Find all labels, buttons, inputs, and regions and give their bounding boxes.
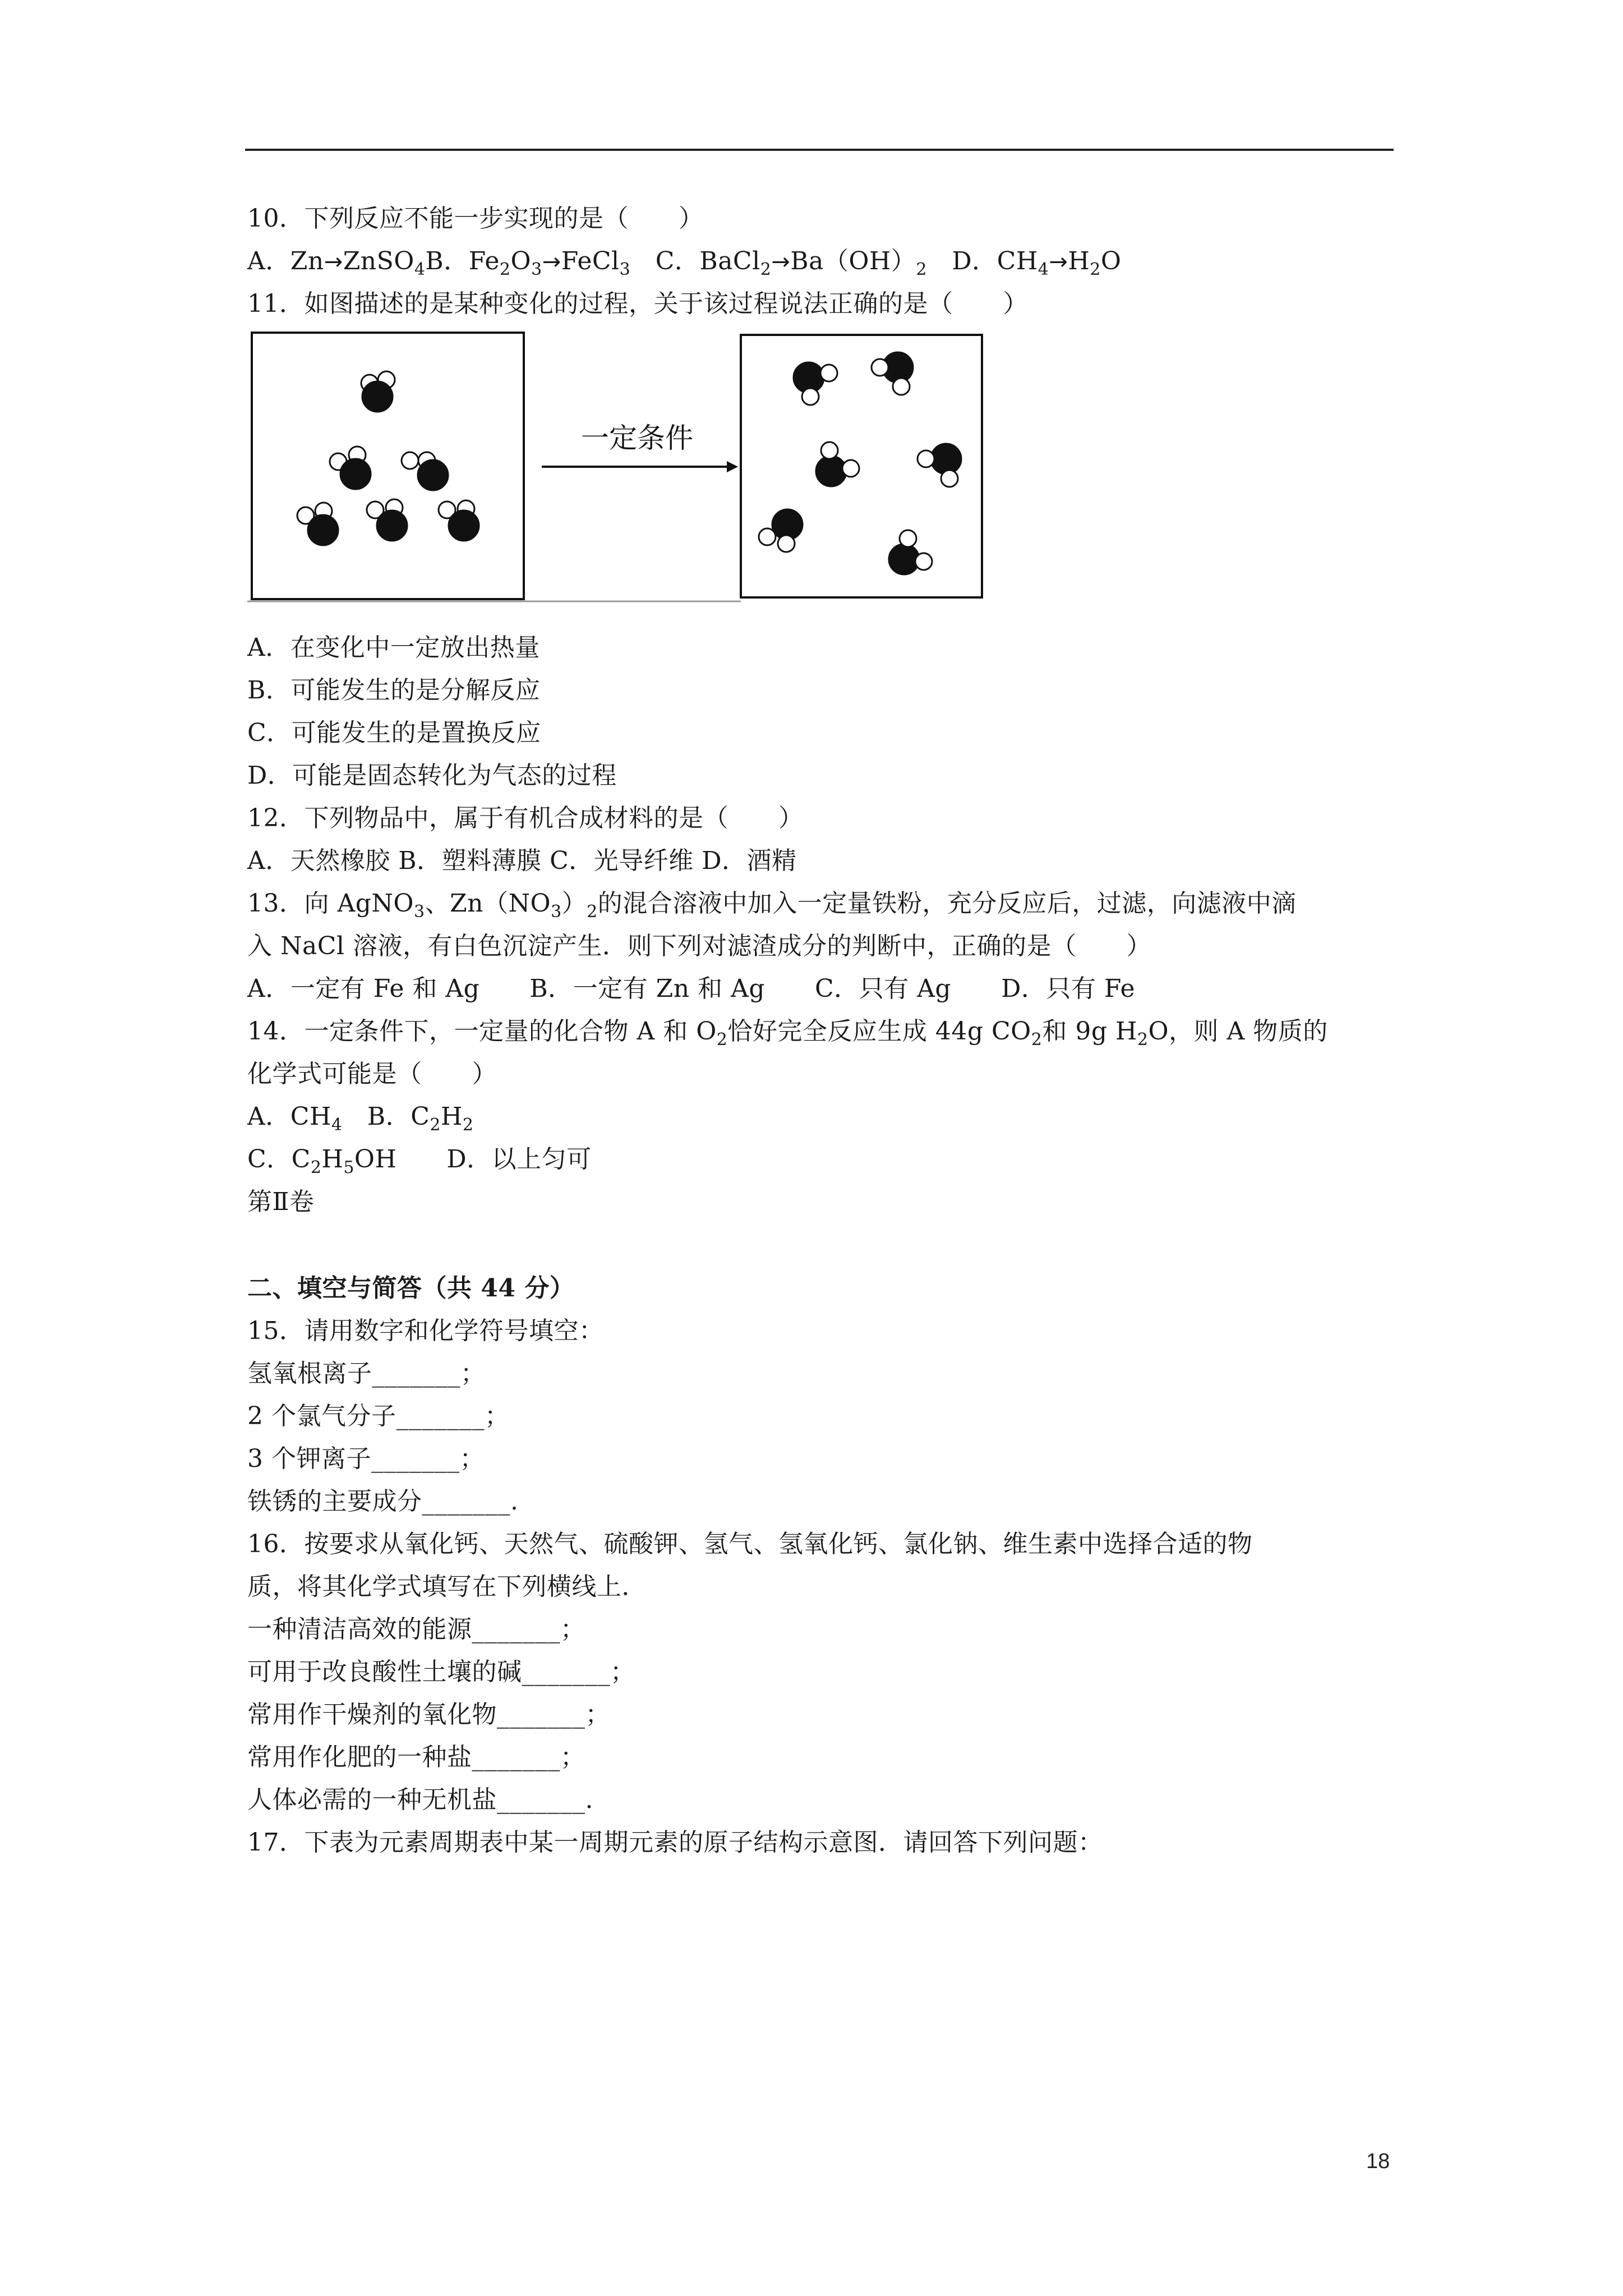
q15-stem: 15．请用数字和化学符号填空：: [247, 1317, 604, 1345]
product-molecule-3: [816, 442, 859, 486]
q15-item-3: 3 个钾离子_______；: [247, 1444, 485, 1473]
q10-stem: 10．下列反应不能一步实现的是（ ）: [247, 204, 704, 233]
q14-line-2: 化学式可能是（ ）: [247, 1060, 497, 1088]
q14-line-1: 14．一定条件下，一定量的化合物 A 和 $O_2$恰好完全反应生成 44g $CO_2$和 9g $H_2O$，则 A 物质的: [247, 1017, 1328, 1050]
molecule-3: [402, 452, 448, 490]
product-molecule-6: [889, 530, 932, 574]
q11-option-a: A．在变化中一定放出热量: [247, 633, 540, 662]
q16-item-1: 一种清洁高效的能源_______；: [247, 1615, 585, 1644]
molecule-1: [361, 371, 395, 412]
molecule-4: [297, 503, 338, 545]
product-molecule-5: [759, 509, 803, 552]
molecule-5: [367, 499, 407, 541]
q10-options: A．Zn→ZnSO$_4$B．$Fe_2O_3\to FeCl_3$ C．$BaCl_2\to Ba(OH)_2$ D．$CH_4\to H_2O$: [247, 247, 1122, 279]
product-molecule-2: [872, 352, 913, 395]
q11-option-c: C．可能发生的是置换反应: [247, 719, 541, 747]
q11-stem: 11．如图描述的是某种变化的过程，关于该过程说法正确的是（ ）: [247, 289, 1028, 318]
q14-options-ab: A．$CH_4$ B．$C_2H_2$: [247, 1102, 474, 1135]
q11-option-d: D．可能是固态转化为气态的过程: [247, 761, 617, 790]
q15-item-2: 2 个氯气分子_______；: [247, 1402, 510, 1430]
q17-stem: 17．下表为元素周期表中某一周期元素的原子结构示意图．请回答下列问题：: [247, 1828, 1103, 1857]
q12-options: A．天然橡胶 B．塑料薄膜 C．光导纤维 D．酒精: [247, 846, 797, 875]
arrow-label: 一定条件: [581, 422, 693, 454]
q12-stem: 12．下列物品中，属于有机合成材料的是（ ）: [247, 804, 804, 832]
q13-line-2: 入 NaCl 溶液，有白色沉淀产生．则下列对滤渣成分的判断中，正确的是（ ）: [247, 932, 1151, 960]
q16-item-3: 常用作干燥剂的氧化物_______；: [247, 1700, 610, 1729]
page-number: 18: [1366, 2150, 1390, 2173]
q16-item-4: 常用作化肥的一种盐_______；: [247, 1743, 585, 1772]
q13-line-1: 13．向 AgNO$_3$、$Zn(NO_3)_2$的混合溶液中加入一定量铁粉，充分反应后，过滤，向滤液中滴: [247, 889, 1297, 922]
q16-line-1: 16．按要求从氧化钙、天然气、硫酸钾、氢气、氢氧化钙、氯化钠、维生素中选择合适的物: [247, 1530, 1253, 1558]
q15-item-1: 氢氧根离子_______；: [247, 1359, 486, 1388]
header-rule: [245, 149, 1394, 151]
section-2-title: 二、填空与简答（共 44 分）: [247, 1274, 575, 1303]
q16-line-2: 质，将其化学式填写在下列横线上．: [247, 1572, 647, 1601]
q15-item-4: 铁锈的主要成分_______.: [247, 1487, 519, 1516]
q16-item-5: 人体必需的一种无机盐_______.: [247, 1786, 593, 1814]
q14-options-cd: C．$C_2H_5OH$ D．以上匀可: [247, 1145, 592, 1177]
product-molecule-4: [917, 444, 961, 487]
molecule-6: [439, 500, 479, 541]
volume-label: 第Ⅱ卷: [247, 1188, 315, 1216]
q11-option-b: B．可能发生的是分解反应: [247, 676, 541, 705]
molecule-2: [330, 447, 371, 489]
arrow-head: [727, 461, 738, 472]
reaction-diagram: [247, 328, 988, 603]
q13-options: A．一定有 Fe 和 Ag B．一定有 Zn 和 Ag C．只有 Ag D．只有 Fe: [247, 974, 1135, 1003]
q16-item-2: 可用于改良酸性土壤的碱_______；: [247, 1658, 635, 1686]
product-molecule-1: [794, 362, 837, 405]
